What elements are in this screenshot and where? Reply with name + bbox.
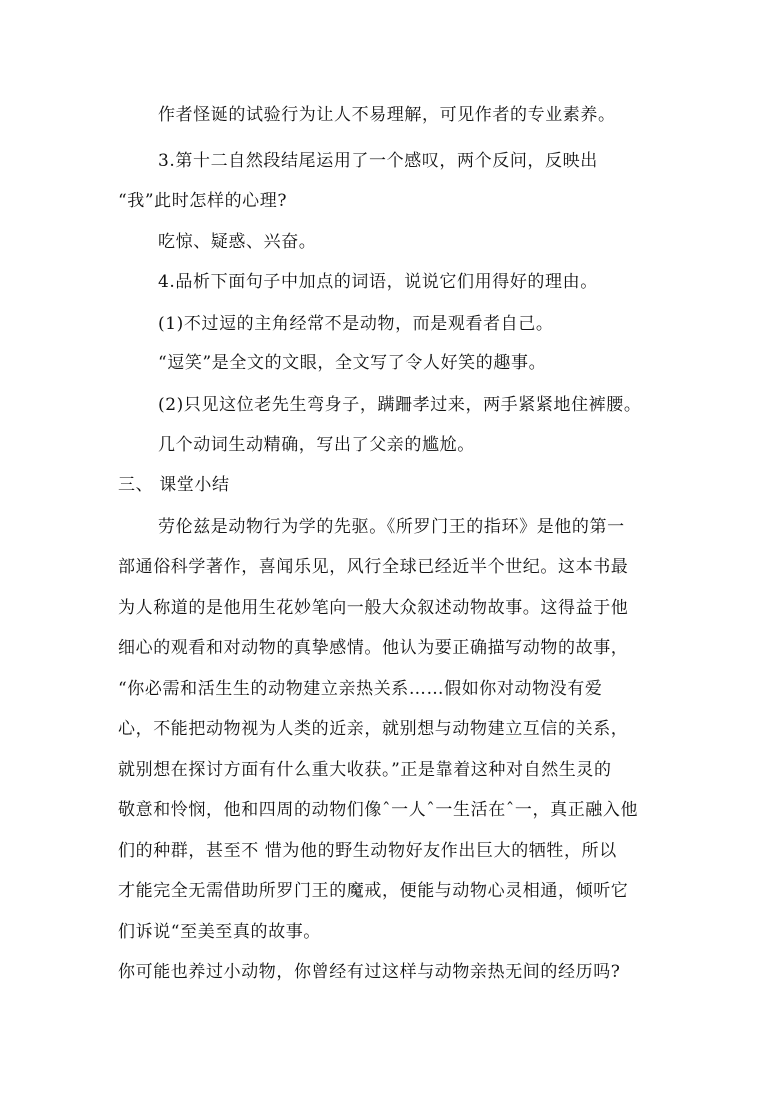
question-4-2-answer: 几个动词生动精确，写出了父亲的尴尬。 — [158, 435, 475, 455]
question-4-2: (2)只见这位老先生弯身子，蹒跚孝过来，两手紧紧地住裤腰。 — [158, 395, 642, 415]
summary-line: 就别想在探讨方面有什么重大收获。”正是靠着这种对自然生灵的 — [118, 760, 612, 780]
section-3-heading: 三、 课堂小结 — [118, 475, 230, 495]
summary-line: 心，不能把动物视为人类的近亲，就别想与动物建立互信的关系， — [118, 719, 629, 739]
text-line-professional: 作者怪诞的试验行为让人不易理解，可见作者的专业素养。 — [158, 105, 616, 125]
summary-line: 敬意和怜悯，他和四周的动物们像ˆ一人ˆ一生活在ˆ一，真正融入他 — [118, 800, 639, 820]
question-4-1: (1)不过逗的主角经常不是动物，而是观看者自己。 — [158, 314, 554, 334]
question-3-answer: 吃惊、疑惑、兴奋。 — [158, 232, 317, 252]
summary-line: 们诉说“至美至真的故事。 — [118, 922, 321, 942]
closing-question: 你可能也养过小动物，你曾经有过这样与动物亲热无间的经历吗? — [118, 962, 621, 982]
question-3-line-1: 3.第十二自然段结尾运用了一个感叹，两个反问，反映出 — [158, 151, 598, 171]
summary-line: 部通俗科学著作，喜闻乐见，风行全球已经近半个世纪。这本书最 — [118, 557, 629, 577]
summary-line: 们的种群，甚至不 惜为他的野生动物好友作出巨大的牺牲，所以 — [118, 841, 617, 861]
question-4-1-answer: “逗笑”是全文的文眼，全文写了令人好笑的趣事。 — [158, 353, 547, 373]
question-4: 4.品析下面句子中加点的词语，说说它们用得好的理由。 — [158, 272, 598, 292]
question-3-line-2: “我”此时怎样的心理? — [118, 191, 288, 211]
summary-line: 劳伦兹是动物行为学的先驱。《所罗门王的指环》是他的第一 — [158, 517, 625, 537]
summary-line: 细心的观看和对动物的真挚感情。他认为要正确描写动物的故事， — [118, 638, 629, 658]
summary-line: “你必需和活生生的动物建立亲热关系……假如你对动物没有爱 — [118, 679, 603, 699]
summary-line: 才能完全无需借助所罗门王的魔戒，便能与动物心灵相通，倾听它 — [118, 881, 629, 901]
summary-line: 为人称道的是他用生花妙笔向一般大众叙述动物故事。这得益于他 — [118, 598, 629, 618]
